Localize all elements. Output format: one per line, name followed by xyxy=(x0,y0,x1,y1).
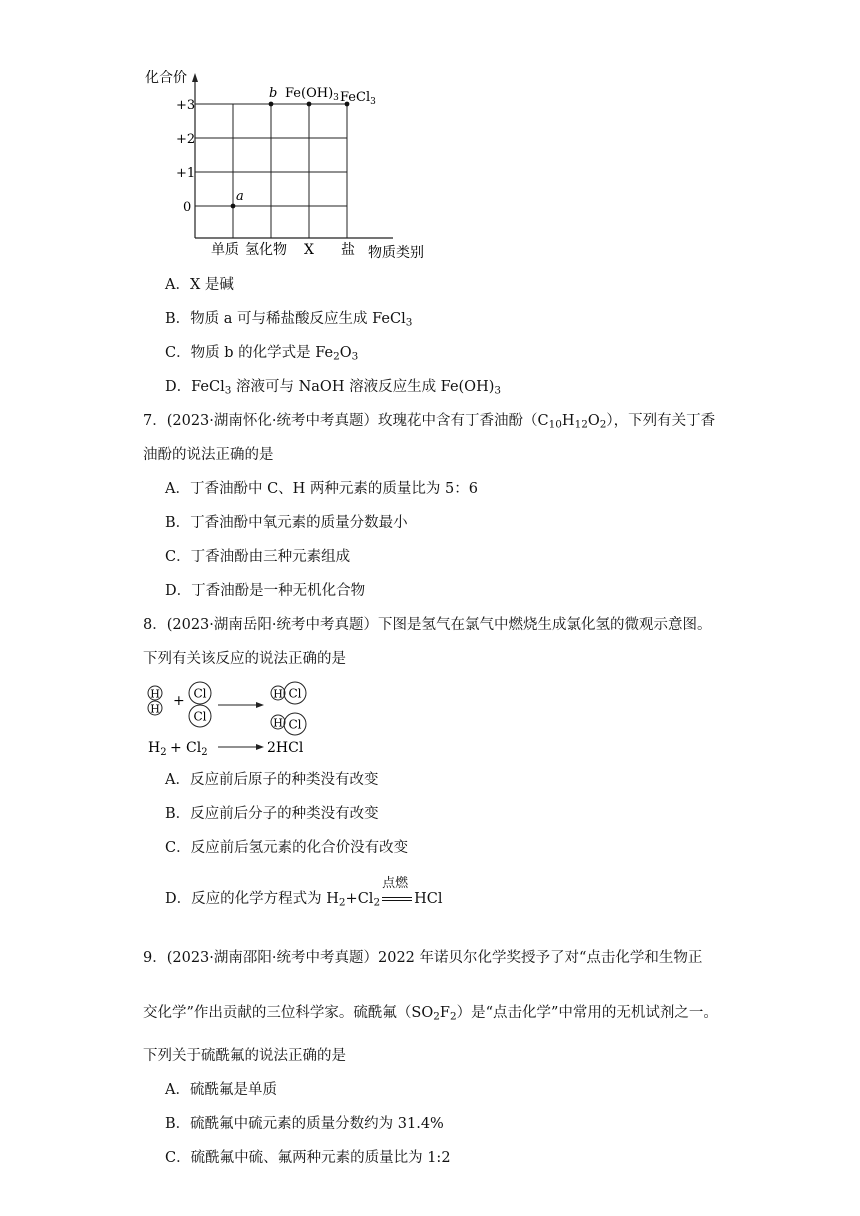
q8-stem-line1: 8．(2023·湖南岳阳·统考中考真题）下图是氢气在氯气中燃烧生成氯化氢的微观示意图。 xyxy=(143,617,712,633)
q7-option-a: A．丁香油酚中 C、H 两种元素的质量比为 5：6 xyxy=(165,481,478,497)
q8-option-b: B．反应前后分子的种类没有改变 xyxy=(165,806,379,822)
x-cat-element: 单质 xyxy=(211,242,239,258)
grid xyxy=(195,104,347,238)
y-tick-plus2: +2 xyxy=(176,132,196,147)
h-atom-1-label: H xyxy=(150,687,160,701)
equation-product: 2HCl xyxy=(267,740,304,756)
q8-option-a: A．反应前后原子的种类没有改变 xyxy=(165,772,379,788)
cl-atom-1-label: Cl xyxy=(193,686,207,701)
q8-option-c: C．反应前后氢元素的化合价没有改变 xyxy=(165,840,409,856)
q8-option-d: D．反应的化学方程式为 $H_2+Cl_2$ 点燃 HCl xyxy=(165,876,443,909)
q6-option-a: A．X 是碱 xyxy=(165,277,234,293)
q7-option-c: C．丁香油酚由三种元素组成 xyxy=(165,549,351,565)
point-b xyxy=(269,102,274,107)
y-tick-plus1: +1 xyxy=(176,166,196,181)
equation-cl2: $Cl_2$ xyxy=(186,740,208,758)
hcl1-cl-label: Cl xyxy=(288,686,302,701)
equation-arrow-head xyxy=(256,744,264,750)
x-cat-salt: 盐 xyxy=(341,242,355,258)
point-feoh3 xyxy=(307,102,312,107)
q9-stem-line2: 交化学”作出贡献的三位科学家。硫酰氟$(SO_2F_2)$是“点击化学”中常用的无机试剂之一。 xyxy=(143,1005,718,1023)
double-line-top xyxy=(382,897,412,898)
q9-option-c: C．硫酰氟中硫、氟两种元素的质量比为 1:2 xyxy=(165,1150,451,1166)
hcl2-h-label: H xyxy=(273,716,283,730)
equation-h2: $H_2$ xyxy=(148,740,167,758)
fecl3-label: FeCl$_3$ xyxy=(340,90,376,107)
condition-ignite: 点燃 xyxy=(382,876,409,891)
q9-stem-line3: 下列关于硫酰氟的说法正确的是 xyxy=(143,1048,346,1064)
q7-stem-line2: 油酚的说法正确的是 xyxy=(143,447,274,463)
point-a xyxy=(231,204,236,209)
q7-option-d: D．丁香油酚是一种无机化合物 xyxy=(165,583,366,599)
reaction-arrow-head xyxy=(256,702,264,708)
point-b-label: b xyxy=(269,86,278,101)
x-axis-label: 物质类别 xyxy=(368,245,424,261)
double-line-bottom xyxy=(382,900,412,901)
reaction-condition-equals xyxy=(380,876,414,909)
y-axis-arrow xyxy=(192,73,198,82)
x-cat-x: X xyxy=(304,242,314,258)
feoh3-label: $Fe(OH)_3$ xyxy=(285,86,339,103)
cl-atom-2-label: Cl xyxy=(193,709,207,724)
q6-option-b: B．物质 a 可与稀盐酸反应生成 FeCl$_3$ xyxy=(165,311,413,329)
q8-stem-line2: 下列有关该反应的说法正确的是 xyxy=(143,651,346,667)
y-axis-label: 化合价 xyxy=(145,70,187,86)
valence-class-graph xyxy=(140,70,440,265)
plus-sign: + xyxy=(173,693,185,709)
q6-option-c: C．物质 b 的化学式是 $Fe_2O_3$ xyxy=(165,345,359,363)
q7-option-b: B．丁香油酚中氧元素的质量分数最小 xyxy=(165,515,408,531)
y-tick-zero: 0 xyxy=(183,200,192,215)
q9-option-a: A．硫酰氟是单质 xyxy=(165,1082,277,1098)
y-tick-plus3: +3 xyxy=(176,98,196,113)
h-atom-2-label: H xyxy=(150,702,160,716)
equation-plus: + xyxy=(170,740,182,756)
x-cat-hydride: 氢化物 xyxy=(245,242,287,258)
q9-stem-line1: 9．(2023·湖南邵阳·统考中考真题）2022 年诺贝尔化学奖授予了对“点击化学和生物正 xyxy=(143,950,703,966)
q7-stem-line1: 7．(2023·湖南怀化·统考中考真题）玫瑰花中含有丁香油酚$(C_{10}H_{12}O_2)$，下列有关丁香 xyxy=(143,413,716,431)
point-a-label: a xyxy=(236,189,244,204)
reaction-micro-diagram xyxy=(140,680,330,760)
hcl2-cl-label: Cl xyxy=(288,717,302,732)
q6-option-d: D．FeCl$_3$ 溶液可与 NaOH 溶液反应生成 $Fe(OH)_3$ xyxy=(165,379,502,397)
hcl1-h-label: H xyxy=(273,687,283,701)
q9-option-b: B．硫酰氟中硫元素的质量分数约为 31.4% xyxy=(165,1116,444,1132)
